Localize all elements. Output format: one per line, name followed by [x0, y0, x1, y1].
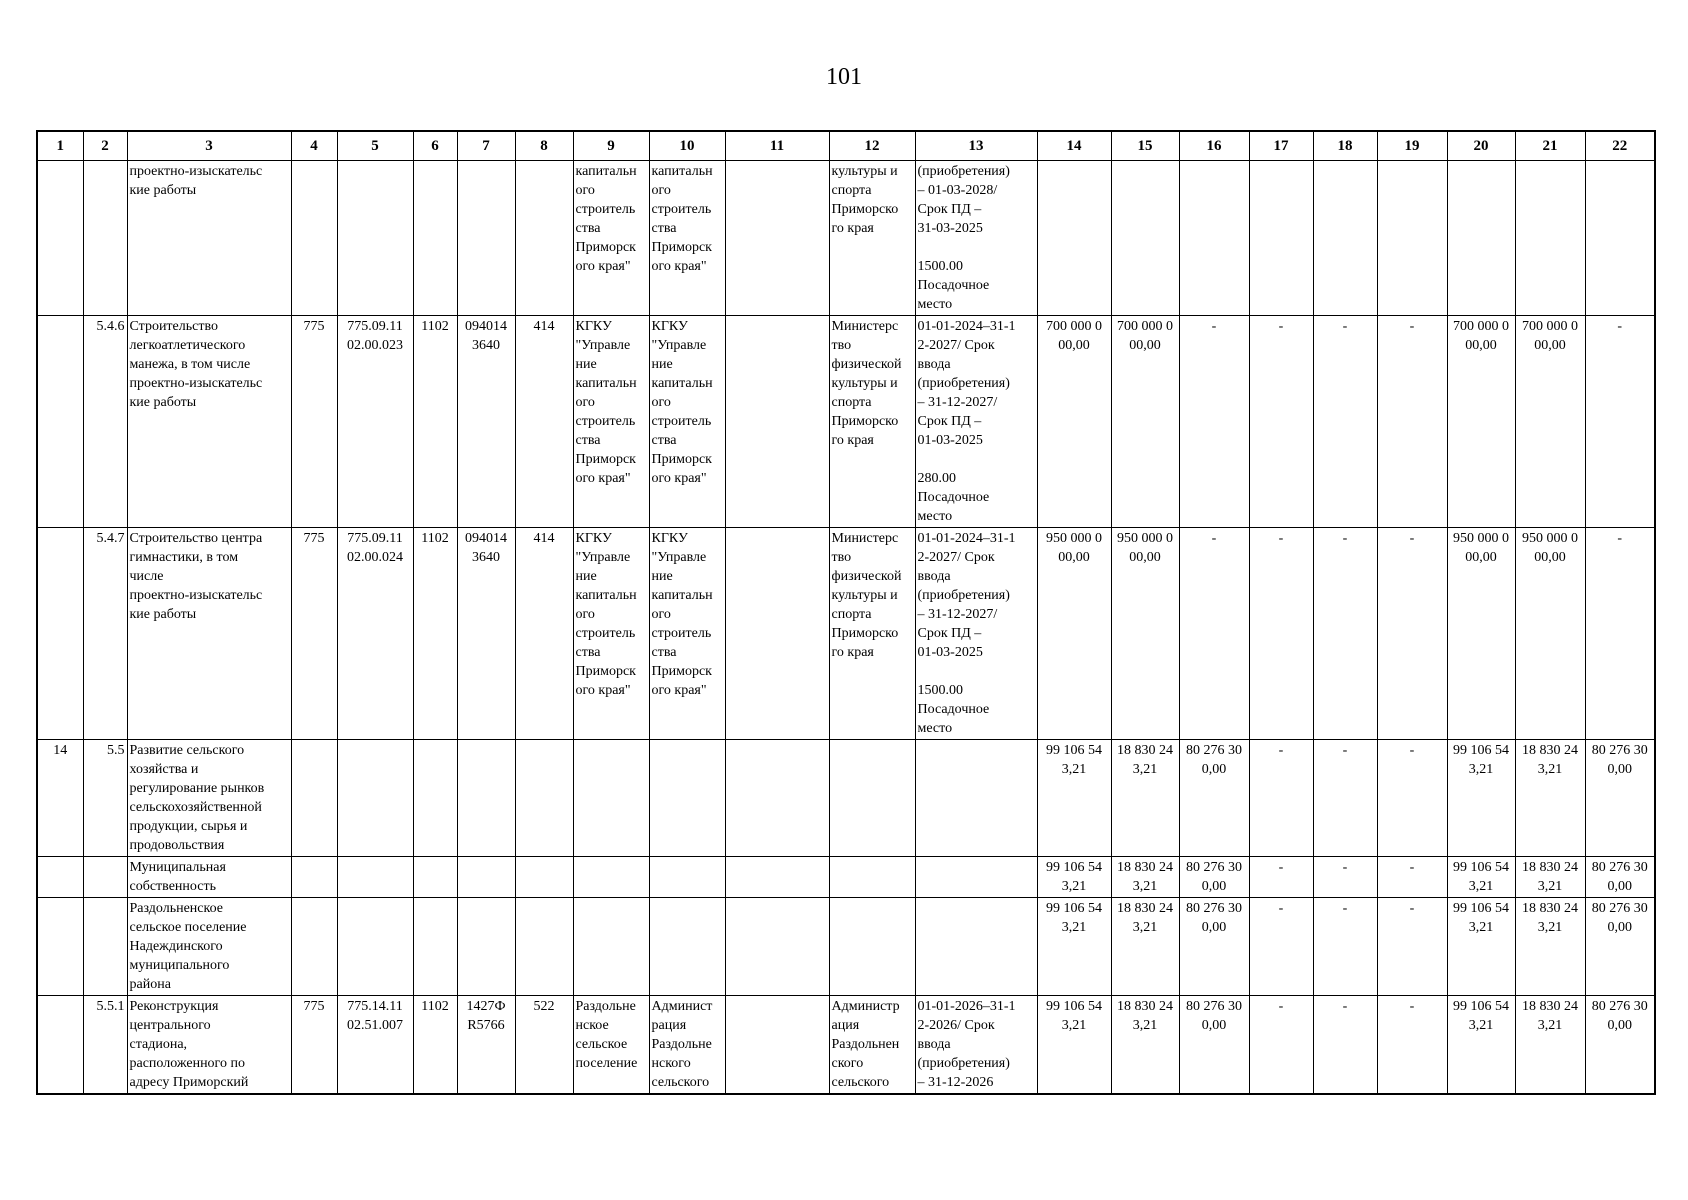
column-header: 6 — [413, 131, 457, 161]
table-cell — [457, 161, 515, 316]
table-cell — [1447, 161, 1515, 316]
table-cell: Развитие сельского хозяйства и регулирование рынков сельскохозяйственной продукции, сырья и продовольствия — [127, 740, 291, 857]
table-cell — [915, 740, 1037, 857]
table-row — [37, 898, 1655, 996]
table-cell — [413, 898, 457, 996]
table-cell: Строительство легкоатлетического манежа, в том числе проектно-изыскательс кие работы — [127, 316, 291, 528]
table-cell: 1427Ф R5766 — [457, 996, 515, 1095]
table-cell: Муниципальная собственность — [127, 857, 291, 898]
table-cell: - — [1585, 528, 1655, 740]
table-cell: 18 830 24 3,21 — [1111, 740, 1179, 857]
table-cell — [1515, 161, 1585, 316]
table-cell: - — [1377, 857, 1447, 898]
table-row — [37, 996, 1655, 1095]
table-cell — [725, 857, 829, 898]
table-cell — [573, 857, 649, 898]
table-cell: Министерс тво физической культуры и спорта Приморско го края — [829, 528, 915, 740]
table-cell: 01-01-2024–31-1 2-2027/ Срок ввода (приобретения) – 31-12-2027/ Срок ПД – 01-03-2025 1500.00 Посадочное место — [915, 528, 1037, 740]
column-header: 3 — [127, 131, 291, 161]
table-cell: - — [1249, 316, 1313, 528]
table-cell: 01-01-2024–31-1 2-2027/ Срок ввода (приобретения) – 31-12-2027/ Срок ПД – 01-03-2025 280.00 Посадочное место — [915, 316, 1037, 528]
table-cell: - — [1377, 528, 1447, 740]
table-cell: 18 830 24 3,21 — [1111, 857, 1179, 898]
table-cell: 775.09.11 02.00.024 — [337, 528, 413, 740]
table-cell: 5.4.6 — [83, 316, 127, 528]
column-header: 15 — [1111, 131, 1179, 161]
table-cell: 80 276 30 0,00 — [1585, 996, 1655, 1095]
table-cell: 700 000 0 00,00 — [1111, 316, 1179, 528]
column-header: 22 — [1585, 131, 1655, 161]
table-cell: 775 — [291, 996, 337, 1095]
table-cell: - — [1585, 316, 1655, 528]
table-cell — [1037, 161, 1111, 316]
table-cell: (приобретения) – 01-03-2028/ Срок ПД – 31-03-2025 1500.00 Посадочное место — [915, 161, 1037, 316]
table-cell — [83, 857, 127, 898]
table-cell — [337, 740, 413, 857]
table-cell: 80 276 30 0,00 — [1585, 740, 1655, 857]
table-cell: - — [1377, 996, 1447, 1095]
table-cell: Администр ация Раздольнен ского сельского — [829, 996, 915, 1095]
table-cell — [291, 161, 337, 316]
table-row — [37, 740, 1655, 857]
column-header: 20 — [1447, 131, 1515, 161]
table-cell: 775.14.11 02.51.007 — [337, 996, 413, 1095]
table-cell — [37, 316, 83, 528]
table-cell: капитальн ого строитель ства Приморск ого края" — [649, 161, 725, 316]
table-cell: 5.4.7 — [83, 528, 127, 740]
column-header: 14 — [1037, 131, 1111, 161]
table-cell: 1102 — [413, 996, 457, 1095]
table-cell: - — [1249, 857, 1313, 898]
column-header: 9 — [573, 131, 649, 161]
column-header: 8 — [515, 131, 573, 161]
table-cell — [457, 857, 515, 898]
table-cell: 80 276 30 0,00 — [1179, 898, 1249, 996]
table-cell: 522 — [515, 996, 573, 1095]
table-cell: 18 830 24 3,21 — [1515, 996, 1585, 1095]
table-cell — [1377, 161, 1447, 316]
table-cell — [413, 857, 457, 898]
table-cell: Строительство центра гимнастики, в том числе проектно-изыскательс кие работы — [127, 528, 291, 740]
table-cell: 414 — [515, 528, 573, 740]
table-cell — [1313, 161, 1377, 316]
table-cell — [573, 740, 649, 857]
column-header: 13 — [915, 131, 1037, 161]
table-cell: 80 276 30 0,00 — [1585, 857, 1655, 898]
table-cell — [725, 528, 829, 740]
table-cell: КГКУ "Управле ние капитальн ого строитель ства Приморск ого края" — [649, 528, 725, 740]
table-cell — [725, 740, 829, 857]
table-cell: 99 106 54 3,21 — [1037, 996, 1111, 1095]
table-cell: - — [1313, 528, 1377, 740]
table-cell: 80 276 30 0,00 — [1585, 898, 1655, 996]
column-header: 11 — [725, 131, 829, 161]
table-cell — [915, 857, 1037, 898]
table-cell: 1102 — [413, 316, 457, 528]
page-number: 101 — [826, 64, 862, 90]
table-cell — [37, 528, 83, 740]
table-cell: 5.5 — [83, 740, 127, 857]
column-header: 2 — [83, 131, 127, 161]
table-cell — [725, 161, 829, 316]
table-cell: 18 830 24 3,21 — [1111, 898, 1179, 996]
table-cell — [725, 996, 829, 1095]
table-cell: 18 830 24 3,21 — [1515, 898, 1585, 996]
table-cell — [515, 857, 573, 898]
table-cell: 99 106 54 3,21 — [1037, 857, 1111, 898]
table-cell — [1585, 161, 1655, 316]
table-cell: 18 830 24 3,21 — [1515, 740, 1585, 857]
table-cell: 80 276 30 0,00 — [1179, 996, 1249, 1095]
table-cell: 950 000 0 00,00 — [1447, 528, 1515, 740]
table-cell — [515, 161, 573, 316]
table-cell — [337, 898, 413, 996]
table-cell — [1111, 161, 1179, 316]
table-cell: - — [1313, 898, 1377, 996]
column-number-row — [37, 131, 1655, 161]
table-cell: 950 000 0 00,00 — [1037, 528, 1111, 740]
table-cell — [291, 740, 337, 857]
table-cell: Министерс тво физической культуры и спорта Приморско го края — [829, 316, 915, 528]
table-row — [37, 316, 1655, 528]
table-cell: 700 000 0 00,00 — [1515, 316, 1585, 528]
table-cell — [337, 161, 413, 316]
table-cell — [413, 161, 457, 316]
budget-table — [36, 130, 1656, 1095]
table-row — [37, 857, 1655, 898]
table-cell: - — [1179, 316, 1249, 528]
table-cell: 950 000 0 00,00 — [1111, 528, 1179, 740]
table-cell — [37, 996, 83, 1095]
table-cell: - — [1377, 898, 1447, 996]
table-cell — [829, 898, 915, 996]
table-cell: 99 106 54 3,21 — [1447, 740, 1515, 857]
table-cell: 414 — [515, 316, 573, 528]
table-cell — [649, 740, 725, 857]
table-cell: - — [1313, 996, 1377, 1095]
table-cell: - — [1249, 528, 1313, 740]
table-cell — [649, 857, 725, 898]
table-cell: - — [1313, 740, 1377, 857]
table-cell — [515, 898, 573, 996]
table-cell — [515, 740, 573, 857]
table-cell: КГКУ "Управле ние капитальн ого строитель ства Приморск ого края" — [573, 316, 649, 528]
table-cell: Админист рация Раздольне нского сельского — [649, 996, 725, 1095]
table-cell — [291, 898, 337, 996]
table-cell: 14 — [37, 740, 83, 857]
table-cell — [37, 898, 83, 996]
table-cell — [83, 161, 127, 316]
table-cell: - — [1313, 857, 1377, 898]
table-cell: 5.5.1 — [83, 996, 127, 1095]
table-cell: - — [1249, 898, 1313, 996]
table-cell — [649, 898, 725, 996]
table-cell — [457, 740, 515, 857]
table-cell: 99 106 54 3,21 — [1037, 740, 1111, 857]
table-cell — [1179, 161, 1249, 316]
table-cell: 775.09.11 02.00.023 — [337, 316, 413, 528]
table-cell: 775 — [291, 528, 337, 740]
table-cell — [829, 857, 915, 898]
column-header: 16 — [1179, 131, 1249, 161]
table-cell — [83, 898, 127, 996]
table-cell — [725, 898, 829, 996]
table-cell: КГКУ "Управле ние капитальн ого строитель ства Приморск ого края" — [573, 528, 649, 740]
table-cell: - — [1377, 740, 1447, 857]
column-header: 10 — [649, 131, 725, 161]
table-cell: 094014 3640 — [457, 528, 515, 740]
table-cell: 18 830 24 3,21 — [1111, 996, 1179, 1095]
table-cell: 99 106 54 3,21 — [1037, 898, 1111, 996]
table-cell: 700 000 0 00,00 — [1037, 316, 1111, 528]
table-cell: капитальн ого строитель ства Приморск ого края" — [573, 161, 649, 316]
table-row — [37, 161, 1655, 316]
table-cell: Реконструкция центрального стадиона, расположенного по адресу Приморский — [127, 996, 291, 1095]
column-header: 21 — [1515, 131, 1585, 161]
table-cell: - — [1313, 316, 1377, 528]
table-cell: 80 276 30 0,00 — [1179, 740, 1249, 857]
table-cell: 775 — [291, 316, 337, 528]
column-header: 17 — [1249, 131, 1313, 161]
table-cell — [291, 857, 337, 898]
column-header: 5 — [337, 131, 413, 161]
table-cell — [457, 898, 515, 996]
table-cell: 80 276 30 0,00 — [1179, 857, 1249, 898]
table-cell: Раздольненское сельское поселение Надеждинского муниципального района — [127, 898, 291, 996]
table-cell: 094014 3640 — [457, 316, 515, 528]
table-cell: 99 106 54 3,21 — [1447, 996, 1515, 1095]
table-cell — [413, 740, 457, 857]
table-cell: 700 000 0 00,00 — [1447, 316, 1515, 528]
table-cell — [829, 740, 915, 857]
table-cell — [725, 316, 829, 528]
table-cell: - — [1179, 528, 1249, 740]
column-header: 7 — [457, 131, 515, 161]
column-header: 19 — [1377, 131, 1447, 161]
column-header: 18 — [1313, 131, 1377, 161]
table-cell: 18 830 24 3,21 — [1515, 857, 1585, 898]
table-cell — [37, 161, 83, 316]
table-row — [37, 528, 1655, 740]
table-cell: КГКУ "Управле ние капитальн ого строитель ства Приморск ого края" — [649, 316, 725, 528]
table-cell: - — [1249, 740, 1313, 857]
table-cell: Раздольне нское сельское поселение — [573, 996, 649, 1095]
table-cell: 950 000 0 00,00 — [1515, 528, 1585, 740]
table-cell — [1249, 161, 1313, 316]
column-header: 12 — [829, 131, 915, 161]
table-cell: - — [1377, 316, 1447, 528]
table-cell: проектно-изыскательс кие работы — [127, 161, 291, 316]
table-cell — [37, 857, 83, 898]
table-cell — [915, 898, 1037, 996]
table-cell: 1102 — [413, 528, 457, 740]
column-header: 4 — [291, 131, 337, 161]
column-header: 1 — [37, 131, 83, 161]
table-cell: 99 106 54 3,21 — [1447, 857, 1515, 898]
table-body — [37, 161, 1655, 1095]
table-cell: - — [1249, 996, 1313, 1095]
table-cell — [337, 857, 413, 898]
table-cell: культуры и спорта Приморско го края — [829, 161, 915, 316]
table-cell: 01-01-2026–31-1 2-2026/ Срок ввода (приобретения) – 31-12-2026 — [915, 996, 1037, 1095]
table-cell — [573, 898, 649, 996]
table-cell: 99 106 54 3,21 — [1447, 898, 1515, 996]
